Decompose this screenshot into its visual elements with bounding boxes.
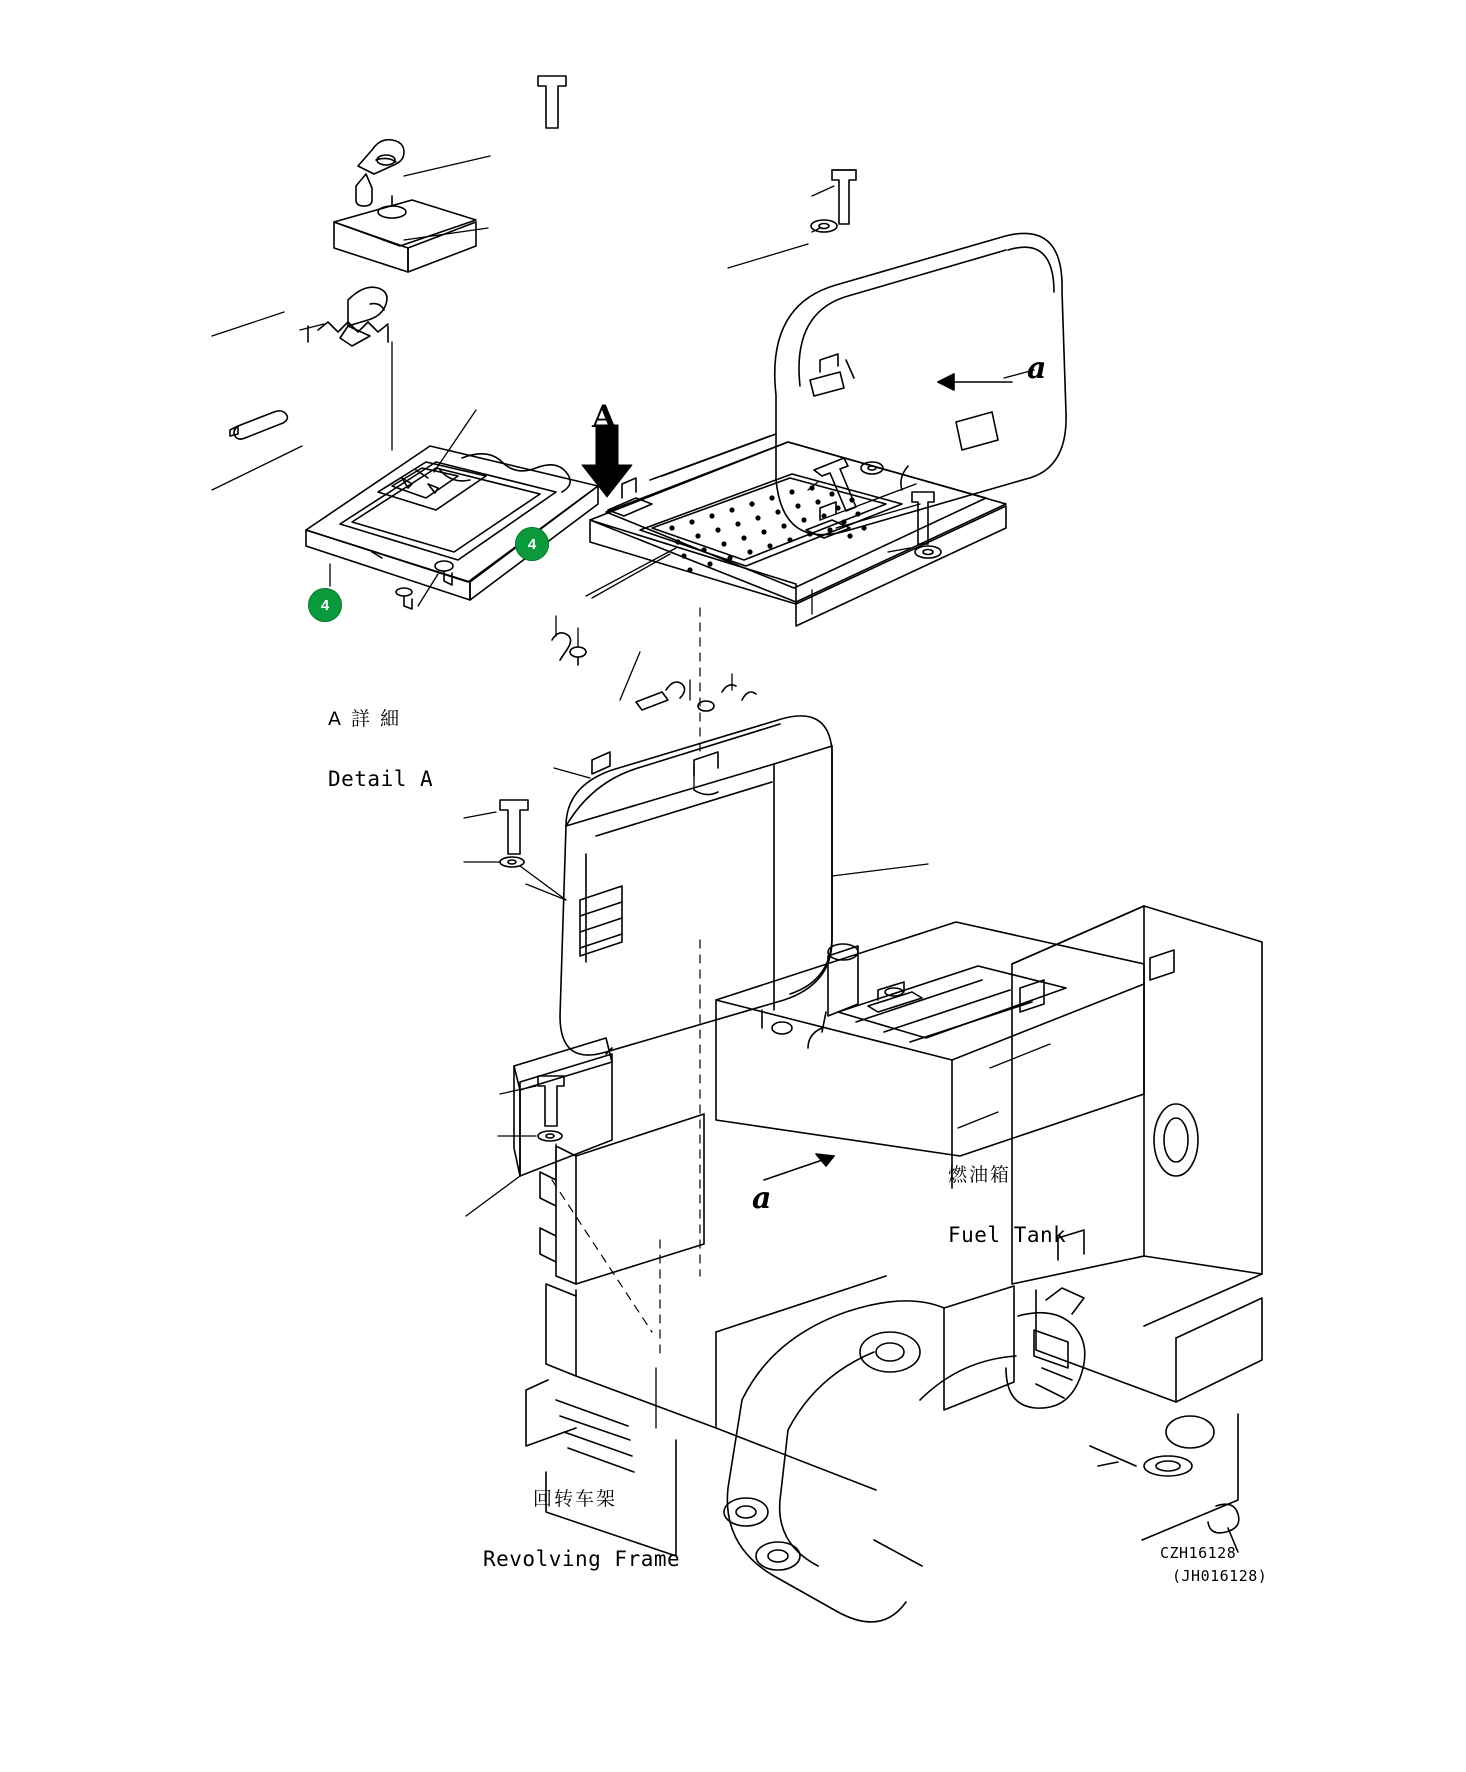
revolving-frame-caption-jp: 回转车架 bbox=[533, 1487, 618, 1510]
part-small-cover bbox=[334, 196, 476, 272]
part-small-components-right bbox=[1098, 1456, 1239, 1552]
leaders-housing-left bbox=[464, 812, 566, 900]
part-detail-a-inner bbox=[378, 462, 486, 510]
part-long-pin bbox=[230, 411, 287, 439]
section-letter-a: A bbox=[592, 399, 617, 435]
part-fuel-tank bbox=[716, 922, 1144, 1188]
section-arrow-a bbox=[582, 425, 632, 497]
view-arrow-letter-a-lower: a bbox=[752, 1181, 772, 1216]
part-wavy-edge bbox=[440, 454, 570, 492]
revolving-frame-caption-en: Revolving Frame bbox=[483, 1547, 681, 1572]
fastener-washer-right-2 bbox=[915, 546, 941, 558]
badge-main-panel[interactable]: 4 bbox=[515, 527, 549, 561]
part-handle-bracket bbox=[340, 287, 387, 346]
fastener-bolt-lower-left bbox=[538, 76, 566, 128]
part-clips-middle bbox=[552, 633, 756, 774]
sheet-code: CZH16128 bbox=[1160, 1544, 1237, 1562]
part-lower-box bbox=[514, 1038, 612, 1176]
fuel-tank-caption-en: Fuel Tank bbox=[948, 1223, 1067, 1248]
leaders-misc bbox=[586, 504, 920, 598]
leaders-lower-left bbox=[466, 1086, 556, 1216]
detail-a-caption-en: Detail A bbox=[328, 767, 434, 792]
part-main-housing bbox=[560, 716, 832, 1055]
view-arrow-a-upper bbox=[938, 374, 1012, 390]
sheet-code-alt: (JH016128) bbox=[1172, 1567, 1268, 1585]
fastener-bolt-top-right bbox=[832, 170, 856, 224]
leaders-right bbox=[728, 186, 1034, 614]
badge-detail-a[interactable]: 4 bbox=[308, 588, 342, 622]
revolving-frame-caption bbox=[483, 1452, 680, 1608]
fastener-bolt-right-2 bbox=[912, 492, 934, 544]
fastener-washer-lower-left bbox=[538, 1131, 562, 1141]
fuel-tank-caption-jp: 燃油箱 bbox=[948, 1163, 1012, 1186]
part-latch-top bbox=[356, 140, 404, 206]
assembly-dashed-lines bbox=[552, 608, 700, 1360]
part-side-cover-a bbox=[775, 233, 1066, 534]
leaders-clips bbox=[556, 616, 732, 700]
part-frame-arms bbox=[724, 1286, 1016, 1622]
fastener-bolt-housing-left bbox=[500, 800, 528, 854]
detail-a-caption bbox=[328, 672, 433, 828]
detail-a-caption-jp: A 詳 細 bbox=[328, 707, 402, 730]
leaders-detail-a bbox=[212, 156, 490, 606]
view-arrow-a-lower bbox=[764, 1154, 834, 1180]
fuel-tank-caption bbox=[948, 1128, 1066, 1284]
view-arrow-letter-a-upper: a bbox=[1027, 351, 1047, 386]
